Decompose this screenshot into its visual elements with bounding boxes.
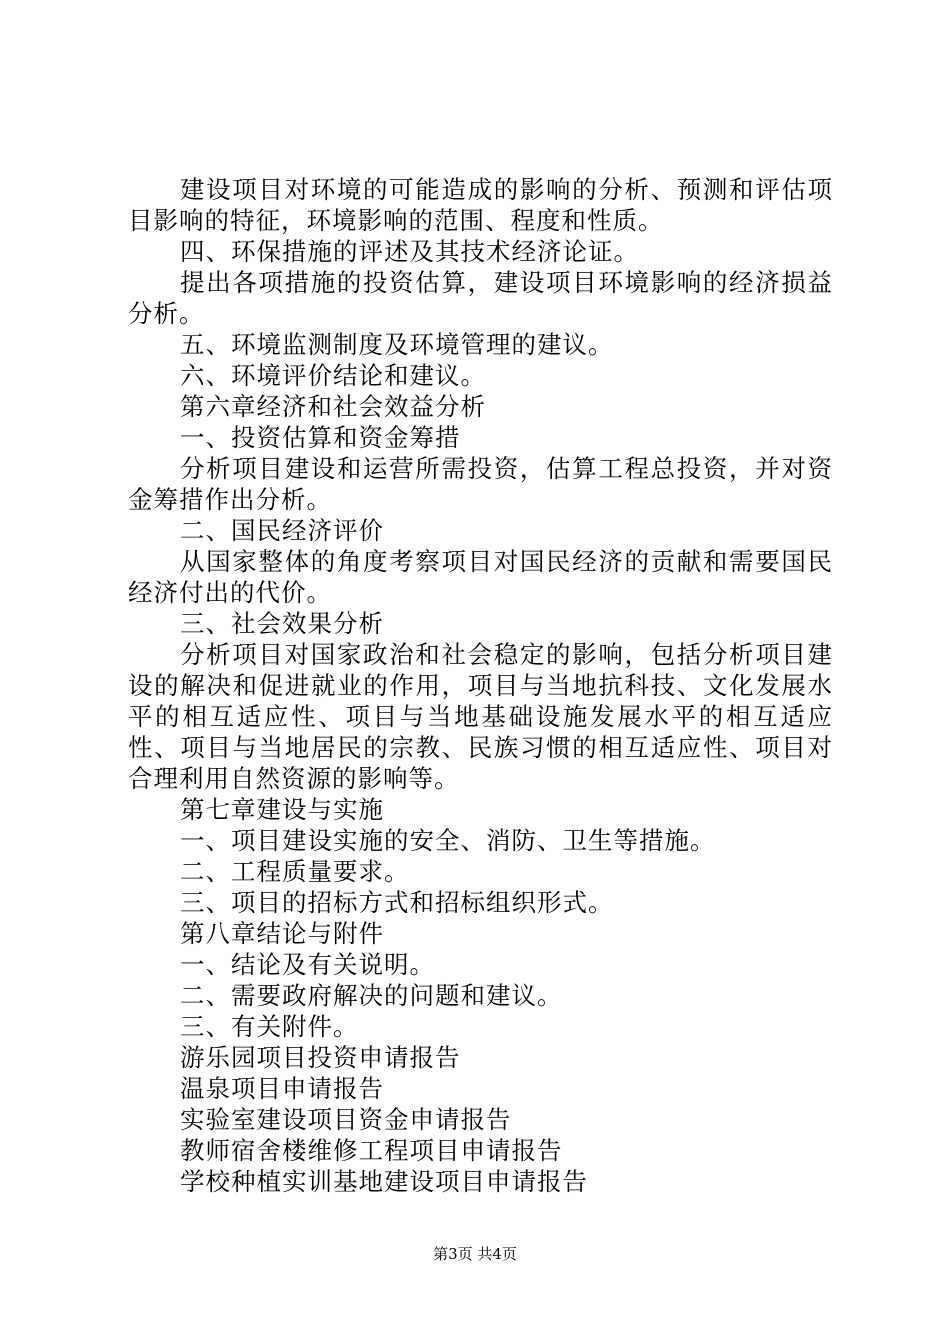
related-title: 教师宿舍楼维修工程项目申请报告 [180,1136,563,1165]
page-footer: 第3页 共4页 [433,1245,517,1263]
paragraph: 从国家整体的角度考察项目对国民经济的贡献和需要国民经济付出的代价。 [128,547,833,607]
section-heading: 一、投资估算和资金筹措 [180,423,461,452]
paragraph: 四、环保措施的评述及其技术经济论证。 [180,237,639,266]
paragraph: 六、环境评价结论和建议。 [180,361,486,390]
related-title: 学校种植实训基地建设项目申请报告 [180,1167,588,1196]
paragraph: 建设项目对环境的可能造成的影响的分析、预测和评估项目影响的特征，环境影响的范围、程度和性质。 [128,175,833,235]
paragraph: 二、需要政府解决的问题和建议。 [180,981,563,1010]
chapter-heading: 第七章建设与实施 [180,795,384,824]
paragraph: 三、项目的招标方式和招标组织形式。 [180,888,614,917]
related-title: 游乐园项目投资申请报告 [180,1043,461,1072]
section-heading: 三、社会效果分析 [180,609,384,638]
paragraph: 一、项目建设实施的安全、消防、卫生等措施。 [180,826,716,855]
paragraph: 一、结论及有关说明。 [180,950,435,979]
document-body [128,174,833,1197]
section-heading: 二、国民经济评价 [180,516,384,545]
paragraph: 五、环境监测制度及环境管理的建议。 [180,330,614,359]
paragraph: 三、有关附件。 [180,1012,359,1041]
paragraph: 分析项目建设和运营所需投资，估算工程总投资，并对资金筹措作出分析。 [128,454,833,514]
chapter-heading: 第六章经济和社会效益分析 [180,392,486,421]
paragraph: 分析项目对国家政治和社会稳定的影响，包括分析项目建设的解决和促进就业的作用，项目与当地抗科技、文化发展水平的相互适应性、项目与当地基础设施发展水平的相互适应性、项目与当地居民的宗教、民族习惯的相互适应性、项目对合理利用自然资源的影响等。 [128,640,833,793]
related-title: 实验室建设项目资金申请报告 [180,1105,512,1134]
chapter-heading: 第八章结论与附件 [180,919,384,948]
paragraph: 提出各项措施的投资估算，建设项目环境影响的经济损益分析。 [128,268,833,328]
paragraph: 二、工程质量要求。 [180,857,410,886]
related-title: 温泉项目申请报告 [180,1074,384,1103]
